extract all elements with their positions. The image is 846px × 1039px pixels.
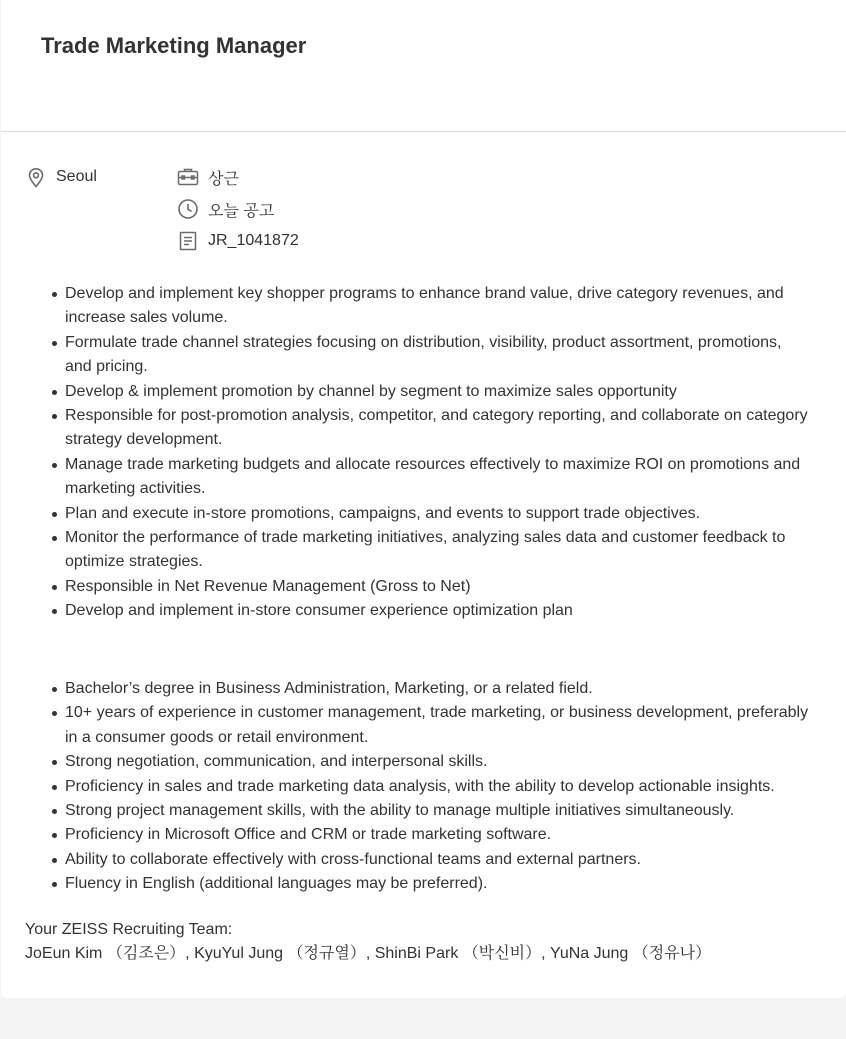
location-meta	[24, 165, 97, 189]
list-item: Responsible in Net Revenue Management (Gross to Net)	[65, 575, 810, 599]
list-item: Formulate trade channel strategies focusing on distribution, visibility, product assortment, promotions, and pricing.	[65, 331, 810, 380]
clock-icon	[176, 197, 200, 221]
job-header	[1, 0, 846, 132]
list-item: Develop and implement key shopper programs to enhance brand value, drive category revenues, and increase sales volume.	[65, 282, 810, 331]
list-item: Monitor the performance of trade marketing initiatives, analyzing sales data and customer feedback to optimize strategies.	[65, 526, 810, 575]
location-text: Seoul	[56, 168, 97, 185]
briefcase-icon	[176, 165, 200, 189]
list-item: Strong project management skills, with the ability to manage multiple initiatives simultaneously.	[65, 799, 810, 823]
list-item: 10+ years of experience in customer management, trade marketing, or business development, preferably in a consumer goods or retail environment.	[65, 701, 810, 750]
list-item: Proficiency in sales and trade marketing data analysis, with the ability to develop actionable insights.	[65, 775, 810, 799]
posted-date-text: 오늘 공고	[208, 202, 275, 220]
requisition-id-text: JR_1041872	[208, 232, 299, 249]
list-item: Ability to collaborate effectively with cross-functional teams and external partners.	[65, 848, 810, 872]
list-item: Proficiency in Microsoft Office and CRM or trade marketing software.	[65, 823, 810, 847]
time-type-text: 상근	[208, 170, 239, 188]
responsibilities-list	[33, 282, 810, 624]
list-item: Responsible for post-promotion analysis, competitor, and category reporting, and collaborate on category strategy development.	[65, 404, 810, 453]
qualifications-list	[33, 677, 810, 897]
list-item: Develop & implement promotion by channel by segment to maximize sales opportunity	[65, 380, 810, 404]
recruiting-team-heading: Your ZEISS Recruiting Team:	[25, 921, 233, 938]
recruiting-team	[25, 918, 711, 967]
list-item: Fluency in English (additional languages may be preferred).	[65, 872, 810, 896]
list-item: Bachelor’s degree in Business Administration, Marketing, or a related field.	[65, 677, 810, 701]
posted-date-meta	[176, 197, 274, 221]
job-posting-card	[1, 0, 846, 998]
location-pin-icon	[24, 165, 48, 189]
list-item: Manage trade marketing budgets and allocate resources effectively to maximize ROI on promotions and marketing activities.	[65, 453, 810, 502]
time-type-meta	[176, 165, 239, 189]
list-item: Strong negotiation, communication, and interpersonal skills.	[65, 750, 810, 774]
job-title: Trade Marketing Manager	[41, 33, 307, 58]
list-item: Plan and execute in-store promotions, campaigns, and events to support trade objectives.	[65, 502, 810, 526]
document-icon	[176, 229, 200, 253]
list-item: Develop and implement in-store consumer experience optimization plan	[65, 599, 810, 623]
requisition-id-meta	[176, 229, 299, 253]
recruiting-team-members: JoEun Kim （김조은）, KyuYul Jung （정규열）, ShinBi Park （박신비）, YuNa Jung （정유나）	[25, 945, 712, 963]
